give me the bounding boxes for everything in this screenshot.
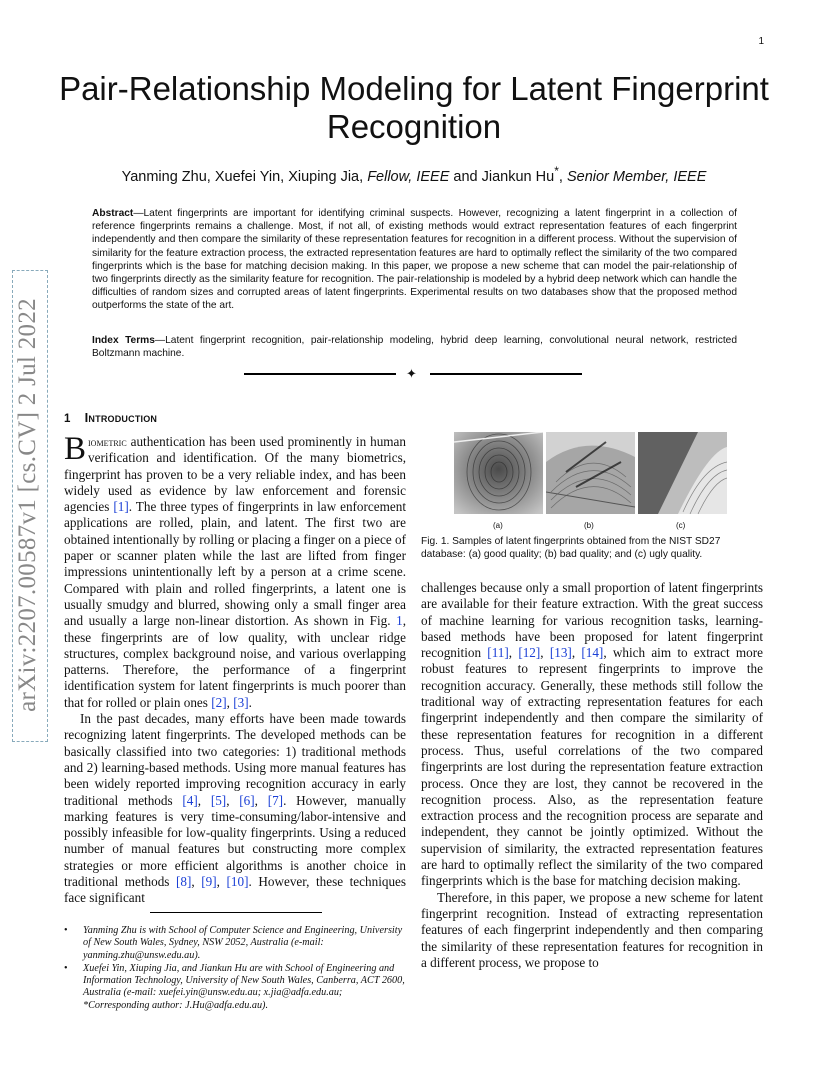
footnote-item <box>64 925 406 962</box>
text-run: , these fingerprints are of low quality, with unclear ridge structures, complex background noise, and various overlapping patterns. Therefore, the performance of a fingerprint identification system for latent fingerprints is much poorer than that for rolled or plain ones <box>64 613 406 710</box>
footnote-text: Xuefei Yin, Xiuping Jia, and Jiankun Hu are with School of Engineering and Information Technology, University of New South Wales, Canberra, ACT 2600, Australia (e-mail: xuefei.yin@unsw.edu.au; x.jia@adfa.edu.au; *Corresponding author: J.Hu@adfa.edu.au). <box>83 962 405 1011</box>
fingerprint-image-ugly <box>638 432 727 514</box>
small-caps-word: iometric <box>88 435 127 449</box>
drop-cap: B <box>64 431 87 467</box>
text-run: , <box>197 792 211 808</box>
citation-link[interactable]: [12] <box>518 645 541 661</box>
footnote-rule <box>150 912 322 913</box>
abstract <box>92 207 737 313</box>
figure-link[interactable]: 1 <box>396 613 403 629</box>
citation-link[interactable]: [11] <box>487 645 509 661</box>
section-title: Introduction <box>84 410 158 425</box>
citation-link[interactable]: [6] <box>239 792 255 808</box>
bullet-icon: • <box>64 925 68 936</box>
text-run: , <box>540 645 550 661</box>
intro-paragraph-2 <box>64 711 406 907</box>
text-run: , <box>216 874 227 890</box>
citation-link[interactable]: [7] <box>267 792 284 808</box>
citation-link[interactable]: [8] <box>176 874 192 890</box>
text-run: authentication has been used prominently in human verification and identification. Of the many biometrics, fingerprint has proven to be a very reliable index, and has been widely used as evidence by law enforcement and forensic agencies <box>64 434 406 515</box>
figure-caption: Fig. 1. Samples of latent fingerprints obtained from the NIST SD27 database: (a) good quality; (b) bad quality; and (c) ugly quality. <box>421 536 721 560</box>
fingerprint-image-good <box>454 432 543 514</box>
subfigure-label-a: (a) <box>493 521 503 530</box>
figure-1 <box>454 432 730 514</box>
text-run: , <box>226 694 234 710</box>
author-names-cont: and Jiankun Hu <box>449 168 555 185</box>
intro-paragraph-1 <box>64 431 406 711</box>
section-number: 1 <box>64 413 71 425</box>
index-terms <box>92 334 737 360</box>
corresponding-mark: * <box>554 164 559 178</box>
author-list <box>40 164 788 185</box>
citation-link[interactable]: [13] <box>549 645 572 661</box>
subfigure-label-c: (c) <box>676 521 686 530</box>
fingerprint-image-bad <box>546 432 635 514</box>
author-names: Yanming Zhu, Xuefei Yin, Xiuping Jia, <box>121 168 368 185</box>
fellow-title: Fellow, IEEE <box>367 168 450 185</box>
text-run: . However, these techniques face significant <box>64 874 407 906</box>
abstract-text: Latent fingerprints are important for identifying criminal suspects. However, recognizing a latent fingerprint in a collection of reference fingerprints remains a challenge. Most, if not all, of existing methods would extract representation features of each fingerprint independently and then compare the similarity of these representation features for recognition in a different process. Without the supervision of similarity for the feature extraction process, the extracted representation features are hard to optimally reflect the similarity of the two compared fingerprints which is the base for matching decision making. In this paper, we propose a new scheme that can model the pair-relationship of two fingerprints directly as the similarity feature for recognition. The pair-relationship is modeled by a hybrid deep network which can handle the difficulties of random sizes and corrupted areas of latent fingerprints. Experimental results on two databases show that the proposed method outperforms the state of the art. <box>92 208 737 312</box>
divider-star-icon: ✦ <box>406 366 417 381</box>
arxiv-identifier[interactable]: arXiv:2207.00587v1 [cs.CV] 2 Jul 2022 <box>14 298 41 712</box>
citation-link[interactable]: [3] <box>233 694 249 710</box>
section-divider <box>244 368 584 380</box>
subfigure-label-b: (b) <box>584 521 594 530</box>
intro-paragraph-4: Therefore, in this paper, we propose a new scheme for latent fingerprint recognition. Instead of extracting representation features of each fingerprint independently and then comparing the similarity of these representation features for recognition in a different process, we propose to <box>421 889 763 970</box>
senior-title: Senior Member, IEEE <box>566 168 707 185</box>
text-run: challenges because only a small proportion of latent fingerprints are available for their feature extraction. With the great success of machine learning for various recognition tasks, learning-based methods have been proposed for latent fingerprint recognition <box>421 580 763 661</box>
citation-link[interactable]: [5] <box>210 792 227 808</box>
author-sep: , <box>558 168 567 185</box>
citation-link[interactable]: [9] <box>201 874 217 890</box>
text-run: . The three types of fingerprints in law enforcement applications are rolled, plain, and latent. The first two are obtained intentionally by rolling or placing a finger on a piece of paper or scanner platen while the last are lifted from finger impressions unintentionally left by a person at a crime scene. Compared with plain and rolled fingerprints, a latent one is usually smudgy and blurred, showing only a small finger area and usually a large non-linear distortion. As shown in Fig. <box>64 499 406 629</box>
text-run: In the past decades, many efforts have been made towards recognizing latent fingerprints. The developed methods can be basically classified into two categories: 1) traditional methods and 2) learning-based methods. Using more manual features has been widely reported improving recognition accuracy in early traditional methods <box>64 711 406 808</box>
text-run: . However, manually marking features is very time-consuming/labor-intensive and possibly infeasible for low-quality fingerprints. Using a reduced number of manual features but constructing more complex strategies or more efficient algorithms is another choice in traditional methods <box>64 792 407 890</box>
citation-link[interactable]: [4] <box>182 792 198 808</box>
footnotes <box>64 925 406 1013</box>
intro-paragraph-3 <box>421 580 763 890</box>
index-terms-label: Index Terms <box>92 335 155 346</box>
citation-link[interactable]: [14] <box>581 645 604 661</box>
text-run: , <box>254 792 268 808</box>
arxiv-sidebar <box>8 270 48 740</box>
left-column <box>64 431 407 907</box>
citation-link[interactable]: [1] <box>113 499 129 515</box>
text-run: , <box>508 645 519 661</box>
abstract-dash: — <box>133 208 144 219</box>
paper-title: Pair-Relationship Modeling for Latent Fingerprint Recognition <box>59 70 769 145</box>
text-run: , <box>571 645 582 661</box>
text-run: , <box>191 874 202 890</box>
text-run: . <box>248 694 252 710</box>
text-run: , <box>226 792 240 808</box>
bullet-icon: • <box>64 962 68 974</box>
divider-line-right <box>430 373 582 375</box>
citation-link[interactable]: [10] <box>226 874 249 890</box>
divider-line-left <box>244 373 396 375</box>
citation-link[interactable]: [2] <box>211 694 227 710</box>
index-terms-text: Latent fingerprint recognition, pair-relationship modeling, hybrid deep learning, convolutional neural network, restricted Boltzmann machine. <box>92 335 737 360</box>
text-run: , which aim to extract more robust features to represent fingerprints to improve the recognition accuracy. Generally, these methods still follow the traditional way of extracting representation features for each fingerprint independently and then compare the similarity of these representation features for recognition in a different process. Thus, useful correlations of the two compared fingerprints are lost during the representation feature extraction process. Once they are lost, they cannot be recovered in the recognition process. Also, as the representation feature extraction process and the recognition process are separate and independent, they cannot be jointly optimized. Without the supervision of similarity, the extracted representation features are hard to optimally reflect the similarity of the two compared fingerprints which is the base for matching decision making. <box>421 645 764 889</box>
abstract-label: Abstract <box>92 208 134 219</box>
index-terms-dash: — <box>154 335 166 346</box>
footnote-item <box>64 963 406 1012</box>
footnote-text: Yanming Zhu is with School of Computer Science and Engineering, University of New South Wales, Sydney, NSW 2052, Australia (e-mail: yanming.zhu@unsw.edu.au). <box>83 925 403 961</box>
section-heading <box>64 410 157 425</box>
page-number: 1 <box>758 36 764 47</box>
right-column <box>421 580 763 971</box>
